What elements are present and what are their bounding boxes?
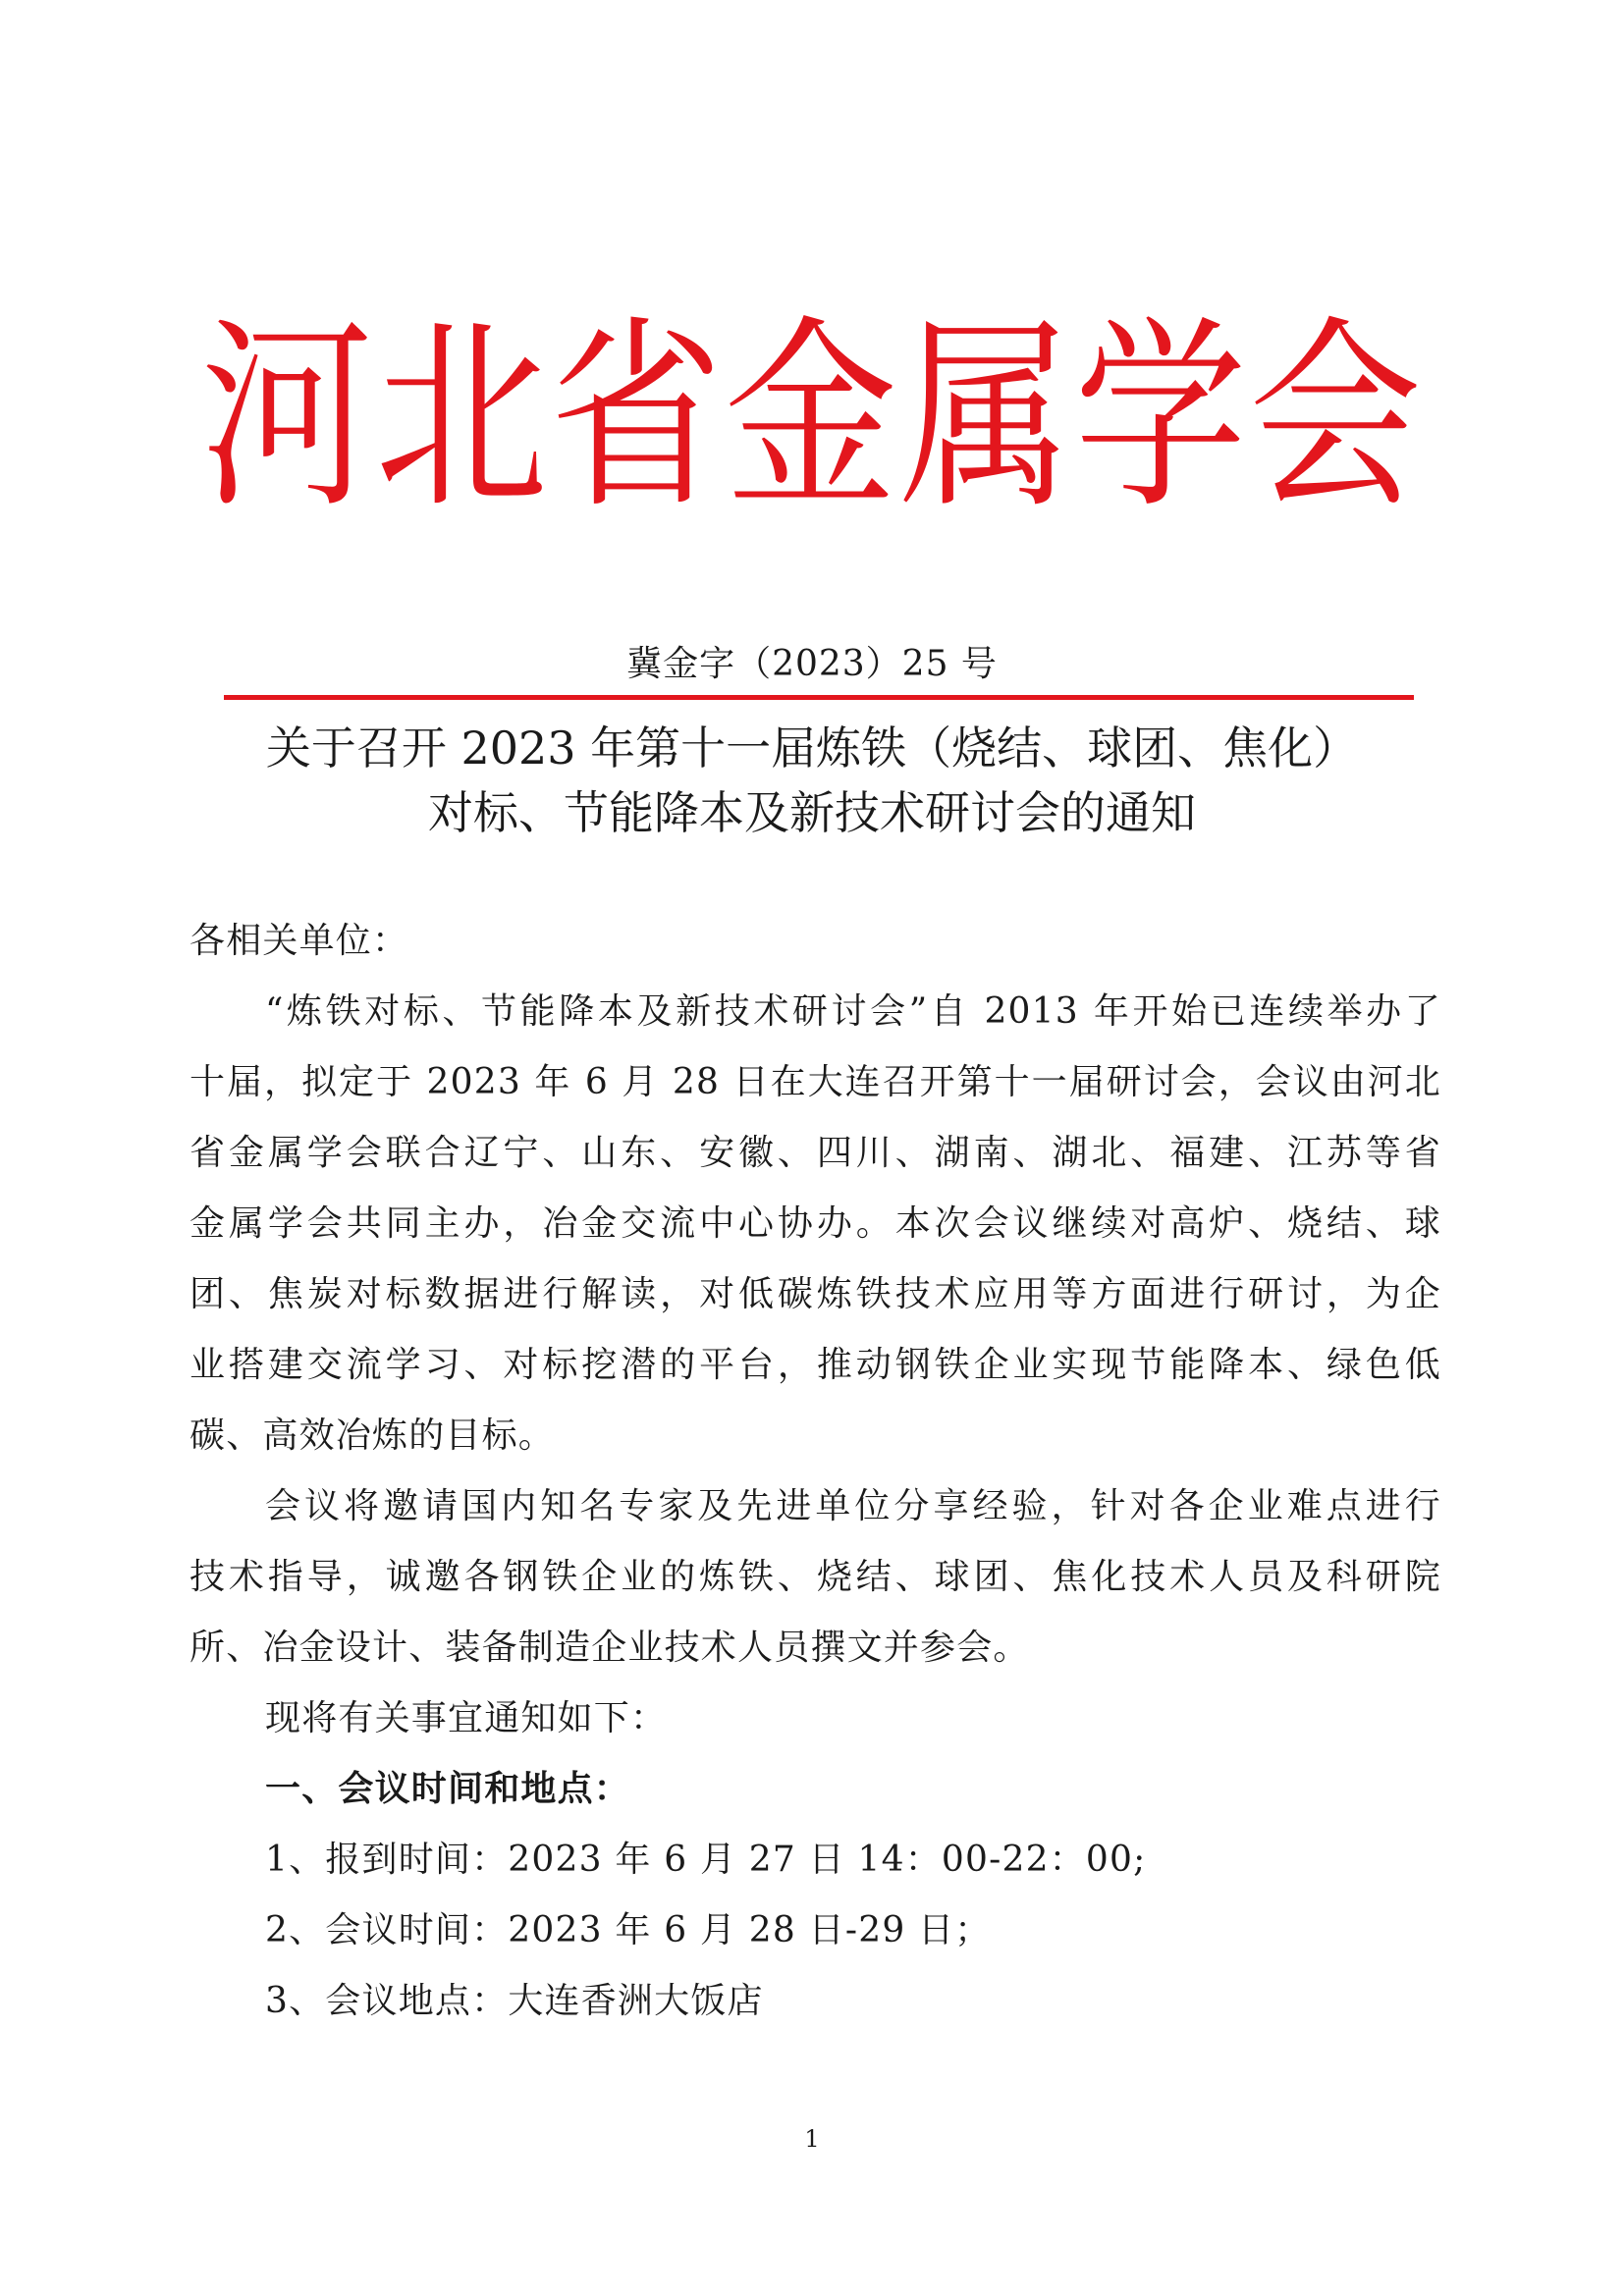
document-number: 冀金字（2023）25 号 xyxy=(626,644,998,684)
paragraph-1-line: 碳、高效冶炼的目标。 xyxy=(189,1415,556,1456)
paragraph-2-line: 所、冶金设计、装备制造企业技术人员撰文并参会。 xyxy=(189,1628,1030,1668)
red-divider-line xyxy=(224,695,1414,700)
notice-intro: 现将有关事宜通知如下： xyxy=(265,1698,668,1738)
paragraph-2-line: 会议将邀请国内知名专家及先进单位分享经验，针对各企业难点进行 xyxy=(265,1486,1441,1526)
letterhead-org-name: 河北省金属学会 xyxy=(199,298,1424,537)
notice-title-line-1: 关于召开 2023 年第十一届炼铁（烧结、球团、焦化） xyxy=(265,721,1359,774)
section-1-heading: 一、会议时间和地点： xyxy=(265,1769,631,1809)
notice-title-line-2: 对标、节能降本及新技术研讨会的通知 xyxy=(428,786,1196,839)
paragraph-1-line: 业搭建交流学习、对标挖潜的平台，推动钢铁企业实现节能降本、绿色低 xyxy=(189,1345,1441,1385)
paragraph-1-line: 金属学会共同主办，冶金交流中心协办。本次会议继续对高炉、烧结、球 xyxy=(189,1203,1441,1244)
section-1-item-meeting-venue: 3、会议地点：大连香洲大饭店 xyxy=(265,1981,764,2021)
salutation: 各相关单位： xyxy=(189,921,409,961)
paragraph-2-line: 技术指导，诚邀各钢铁企业的炼铁、烧结、球团、焦化技术人员及科研院 xyxy=(189,1557,1441,1597)
paragraph-1-line: 十届，拟定于 2023 年 6 月 28 日在大连召开第十一届研讨会，会议由河北 xyxy=(189,1062,1441,1102)
paragraph-1-line: “炼铁对标、节能降本及新技术研讨会”自 2013 年开始已连续举办了 xyxy=(265,991,1441,1032)
paragraph-1-line: 团、焦炭对标数据进行解读，对低碳炼铁技术应用等方面进行研讨，为企 xyxy=(189,1274,1441,1314)
page-number: 1 xyxy=(804,2125,820,2153)
paragraph-1-line: 省金属学会联合辽宁、山东、安徽、四川、湖南、湖北、福建、江苏等省 xyxy=(189,1133,1441,1173)
section-1-item-checkin-time: 1、报到时间：2023 年 6 月 27 日 14：00-22：00; xyxy=(265,1840,1147,1880)
section-1-item-meeting-time: 2、会议时间：2023 年 6 月 28 日-29 日； xyxy=(265,1910,992,1950)
